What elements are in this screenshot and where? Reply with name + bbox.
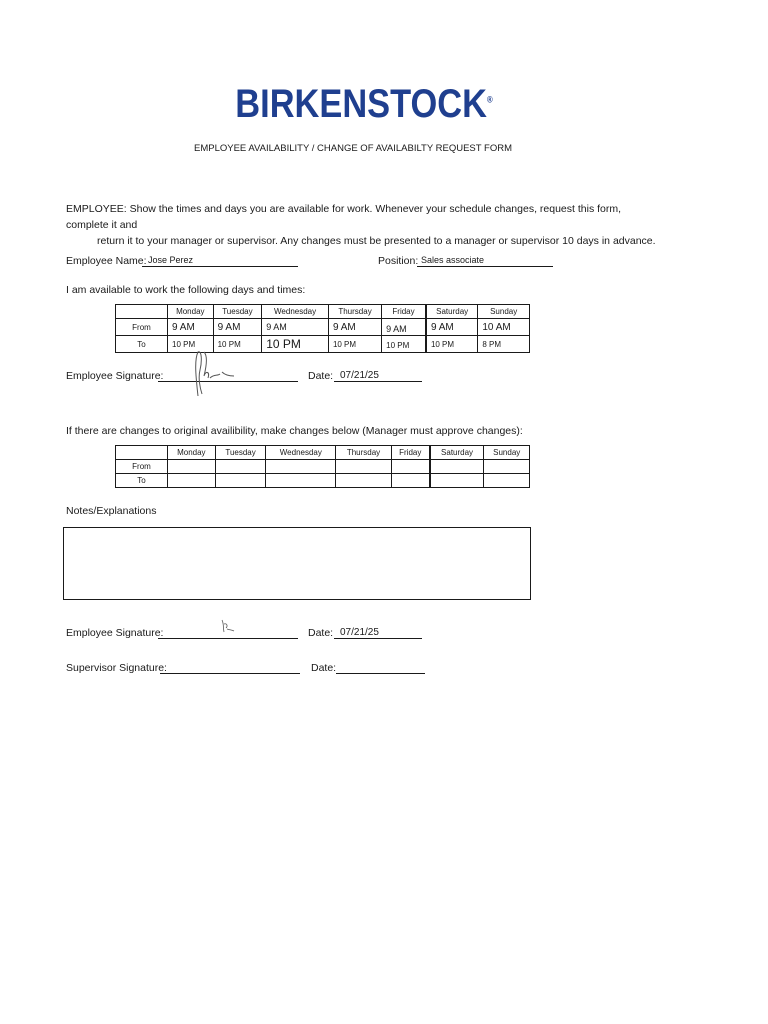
from-cell[interactable]: 9 AM (213, 319, 262, 336)
to-label: To (116, 474, 168, 488)
day-header: Monday (168, 305, 214, 319)
to-cell[interactable] (168, 474, 216, 488)
from-cell[interactable] (266, 460, 336, 474)
to-cell[interactable]: 10 PM (262, 336, 329, 353)
from-cell[interactable] (215, 460, 266, 474)
to-cell[interactable]: 10 PM (382, 336, 426, 353)
day-header: Sunday (478, 305, 530, 319)
date-label: Date: (308, 627, 334, 639)
from-cell[interactable] (430, 460, 484, 474)
employee-signature-label: Employee Signature: (66, 370, 164, 382)
day-header: Tuesday (215, 446, 266, 460)
table-row (116, 474, 530, 488)
from-label: From (116, 460, 168, 474)
instructions-line-1: EMPLOYEE: Show the times and days you are available for work. Whenever your schedule changes, request this form, complete it and (66, 203, 622, 231)
employee-name-field[interactable] (142, 254, 298, 267)
date-value: 07/21/25 (340, 370, 379, 381)
day-header: Wednesday (266, 446, 336, 460)
table-header-row (116, 305, 530, 319)
from-cell[interactable] (484, 460, 530, 474)
day-header: Tuesday (213, 305, 262, 319)
day-header: Friday (382, 305, 426, 319)
day-header: Saturday (430, 446, 484, 460)
to-cell[interactable]: 10 PM (168, 336, 214, 353)
brand-logo: BIRKENSTOCK® (235, 82, 493, 126)
supervisor-signature-label: Supervisor Signature: (66, 662, 167, 674)
position-value: Sales associate (421, 255, 485, 265)
to-cell[interactable] (215, 474, 266, 488)
date-label: Date: (308, 370, 334, 382)
table-header-row (116, 446, 530, 460)
table-row (116, 319, 530, 336)
to-cell[interactable] (266, 474, 336, 488)
employee-name-label: Employee Name: (66, 255, 147, 267)
supervisor-signature-field[interactable] (160, 661, 300, 674)
to-cell[interactable]: 10 PM (426, 336, 478, 353)
from-cell[interactable]: 9 AM (328, 319, 381, 336)
to-cell[interactable] (391, 474, 429, 488)
to-cell[interactable] (484, 474, 530, 488)
corner-cell (116, 446, 168, 460)
instructions-line-2: return it to your manager or supervisor. Any changes must be presented to a manager or supervisor 10 days in advance. (97, 235, 656, 247)
employee-name-value: Jose Perez (148, 255, 194, 265)
day-header: Wednesday (262, 305, 329, 319)
date-value: 07/21/25 (340, 627, 379, 638)
signature-scribble (218, 618, 236, 636)
to-cell[interactable] (430, 474, 484, 488)
from-cell[interactable]: 9 AM (382, 319, 426, 336)
supervisor-date-label: Date: (311, 662, 337, 674)
notes-label: Notes/Explanations (66, 505, 157, 517)
to-cell[interactable]: 10 PM (213, 336, 262, 353)
from-cell[interactable] (168, 460, 216, 474)
changes-table (115, 445, 530, 488)
date-field[interactable] (334, 369, 422, 382)
changes-heading: If there are changes to original availibility, make changes below (Manager must approve changes): (66, 425, 523, 437)
table-row (116, 336, 530, 353)
from-cell[interactable]: 10 AM (478, 319, 530, 336)
from-cell[interactable]: 9 AM (168, 319, 214, 336)
table-row (116, 460, 530, 474)
to-label: To (116, 336, 168, 353)
corner-cell (116, 305, 168, 319)
day-header: Monday (168, 446, 216, 460)
from-cell[interactable] (391, 460, 429, 474)
from-cell[interactable]: 9 AM (262, 319, 329, 336)
employee-signature-label: Employee Signature: (66, 627, 164, 639)
availability-table (115, 304, 530, 353)
notes-box[interactable] (63, 527, 531, 600)
day-header: Saturday (426, 305, 478, 319)
day-header: Sunday (484, 446, 530, 460)
from-label: From (116, 319, 168, 336)
supervisor-date-field[interactable] (336, 661, 425, 674)
day-header: Thursday (328, 305, 381, 319)
to-cell[interactable]: 10 PM (328, 336, 381, 353)
day-header: Friday (391, 446, 429, 460)
position-field[interactable] (417, 254, 553, 267)
instructions (66, 201, 666, 249)
from-cell[interactable] (336, 460, 392, 474)
position-label: Position: (378, 255, 419, 267)
signature-scribble (188, 348, 238, 400)
from-cell[interactable]: 9 AM (426, 319, 478, 336)
to-cell[interactable]: 8 PM (478, 336, 530, 353)
form-title: EMPLOYEE AVAILABILITY / CHANGE OF AVAILABILTY REQUEST FORM (194, 143, 512, 154)
availability-heading: I am available to work the following days and times: (66, 284, 306, 296)
day-header: Thursday (336, 446, 392, 460)
to-cell[interactable] (336, 474, 392, 488)
date-field[interactable] (334, 626, 422, 639)
